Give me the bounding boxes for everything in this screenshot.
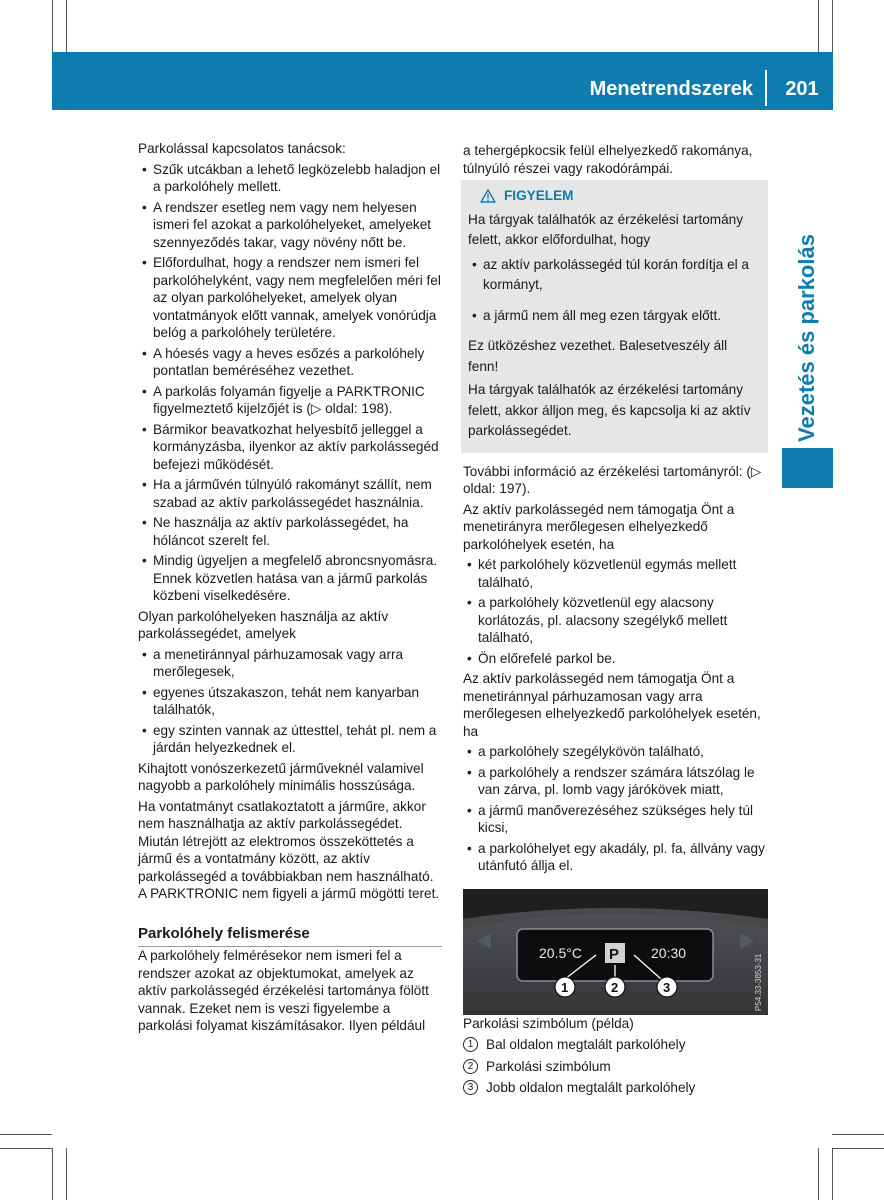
section-heading: Parkolóhely felismerése	[138, 925, 442, 948]
legend-text: Jobb oldalon megtalált parkolóhely	[486, 1080, 696, 1095]
list-item: • a jármű manőverezéséhez szükséges hely túl kicsi,	[463, 802, 768, 837]
tips-list	[138, 161, 442, 605]
display-parking-symbol: P	[609, 945, 620, 963]
paragraph: Az aktív parkolássegéd nem támogatja Önt a menetirányra merőlegesen elhelyezkedő parkolóhelyek esetén, ha	[463, 501, 735, 552]
warning-text: Ha tárgyak találhatók az érzékelési tartomány felett, akkor álljon meg, és kapcsolja ki az aktív parkolássegédet.	[468, 382, 751, 438]
list-item: • a menetiránnyal párhuzamosak vagy arra merőlegesek,	[138, 646, 442, 681]
crop-mark	[52, 0, 53, 52]
callout-label: 2	[611, 979, 619, 995]
cluster-display-illustration	[463, 889, 768, 1015]
chapter-title: Menetrendszerek	[589, 78, 753, 100]
crop-mark	[0, 1134, 52, 1135]
paragraph: Ha vontatmányt csatlakoztatott a járműre, akkor nem használhatja az aktív parkolássegédet. Miután létrejött az elektromos összeköttetés a jármű és a vontatmány között, az aktív parkolássegéd a továbbiakban nem használható. A PARKTRONIC nem figyeli a jármű mögötti teret.	[138, 798, 440, 901]
conditions-list	[463, 556, 768, 667]
list-item: • Ne használja az aktív parkolássegédet, ha hóláncot szerelt fel.	[138, 514, 442, 549]
legend-item	[463, 1036, 768, 1054]
crop-mark	[832, 0, 833, 52]
list-item: • Ön előrefelé parkol be.	[463, 650, 768, 668]
list-item: • a parkolóhely szegélykövön található,	[463, 743, 768, 761]
crop-mark	[66, 1148, 67, 1200]
list-item: • egy szinten vannak az úttesttel, tehát pl. nem a járdán helyezkednek el.	[138, 722, 442, 757]
page-header	[52, 52, 833, 110]
legend-item	[463, 1079, 768, 1097]
paragraph: Kihajtott vonószerkezetű járműveknél valamivel nagyobb a parkolóhely minimális hosszúsága.	[138, 760, 424, 793]
list-item: • A parkolás folyamán figyelje a PARKTRONIC figyelmeztető kijelzőjét is (▷ oldal: 198).	[138, 383, 442, 418]
page-number: 201	[785, 78, 819, 100]
crop-mark	[818, 1148, 819, 1200]
crop-mark	[818, 0, 819, 52]
crop-mark	[52, 1148, 53, 1200]
crop-mark	[832, 1148, 833, 1200]
crop-mark	[66, 0, 67, 52]
figure-code: P54.33-3853-31	[754, 953, 763, 1011]
callout-label: 1	[561, 979, 569, 995]
legend-item	[463, 1058, 768, 1076]
crop-mark	[832, 1134, 884, 1135]
warning-text: Ha tárgyak találhatók az érzékelési tartomány felett, akkor előfordulhat, hogy	[468, 211, 744, 247]
crop-mark	[0, 1148, 52, 1149]
list-item: • Előfordulhat, hogy a rendszer nem ismeri fel parkolóhelyként, vagy nem megfelelően méri fel az olyan parkolóhelyeket, amelyek olyan vontatmányok előtt vannak, amelyek vonórúdja belóg a parkolóhely területére.	[138, 254, 442, 342]
legend-text: Parkolási szimbólum	[486, 1058, 611, 1074]
header-divider	[765, 70, 767, 106]
crop-mark	[832, 1148, 884, 1149]
display-time: 20:30	[651, 944, 687, 961]
legend-text: Bal oldalon megtalált parkolóhely	[486, 1037, 686, 1052]
warning-label: FIGYELEM	[504, 188, 574, 203]
paragraph: Az aktív parkolássegéd nem támogatja Önt a menetiránnyal párhuzamosan vagy arra merőlegesen elhelyezkedő parkolóhelyek esetén, ha	[463, 671, 761, 739]
paragraph: A parkolóhely felmérésekor nem ismeri fel a rendszer azokat az objektumokat, amelyek az aktív parkolássegéd érzékelési tartománya fölött vannak. Ezeket nem is veszi figyelembe a parkolási folyamat kiszámításakor. Ilyen például	[138, 948, 429, 1033]
paragraph: a tehergépkocsik felül elhelyezkedő rakománya, túlnyúló részei vagy rakodórámpái.	[463, 143, 753, 176]
warning-header	[468, 186, 761, 207]
warning-text: Ez ütközéshez vezethet. Balesetveszély áll fenn!	[468, 338, 728, 374]
list-item: • a parkolóhely közvetlenül egy alacsony korlátozás, pl. alacsony szegélykő mellett található,	[463, 594, 768, 647]
list-item: • Mindig ügyeljen a megfelelő abroncsnyomásra. Ennek közvetlen hatása van a jármű parkolás közbeni viselkedésére.	[138, 552, 442, 605]
legend-number: 1	[463, 1037, 478, 1052]
instrument-cluster-figure	[463, 889, 768, 1015]
conditions-list	[138, 646, 442, 757]
list-item: • az aktív parkolássegéd túl korán fordítja el a kormányt,	[468, 255, 761, 296]
display-temperature: 20.5°C	[539, 944, 582, 961]
warning-list	[468, 255, 761, 327]
list-item: • két parkolóhely közvetlenül egymás mellett található,	[463, 556, 768, 591]
warning-box	[461, 180, 768, 453]
figure-caption: Parkolási szimbólum (példa)	[463, 1015, 634, 1031]
legend-number: 2	[463, 1059, 478, 1074]
warning-triangle-icon	[480, 189, 496, 203]
left-column	[138, 140, 442, 1038]
legend-number: 3	[463, 1080, 478, 1095]
list-item: • a parkolóhelyet egy akadály, pl. fa, állvány vagy utánfutó állja el.	[463, 840, 768, 875]
paragraph: Olyan parkolóhelyeken használja az aktív parkolássegédet, amelyek	[138, 608, 389, 641]
intro-text: Parkolással kapcsolatos tanácsok:	[138, 141, 346, 156]
list-item: • Bármikor beavatkozhat helyesbítő jelleggel a kormányzásba, ilyenkor az aktív parkolássegéd befejezi működését.	[138, 421, 442, 474]
list-item: • egyenes útszakaszon, tehát nem kanyarban találhatók,	[138, 684, 442, 719]
list-item: • Szűk utcákban a lehető legközelebb haladjon el a parkolóhely mellett.	[138, 161, 442, 196]
right-column	[463, 142, 768, 1097]
paragraph: További információ az érzékelési tartományról: (▷ oldal: 197).	[463, 463, 762, 496]
list-item: • A rendszer esetleg nem vagy nem helyesen ismeri fel azokat a parkolóhelyeket, amelyeket szennyeződés takar, vagy növény nőtt be.	[138, 199, 442, 252]
list-item: • a jármű nem áll meg ezen tárgyak előtt.	[468, 306, 761, 327]
side-section-label: Vezetés és parkolás	[794, 234, 819, 442]
list-item: • A hóesés vagy a heves esőzés a parkolóhely pontatlan beméréséhez vezethet.	[138, 345, 442, 380]
conditions-list	[463, 743, 768, 875]
list-item: • Ha a járművén túlnyúló rakományt szállít, nem szabad az aktív parkolássegédet használnia.	[138, 476, 442, 511]
list-item: • a parkolóhely a rendszer számára látszólag le van zárva, pl. lomb vagy járókövek miatt,	[463, 764, 768, 799]
callout-label: 3	[663, 979, 671, 995]
side-tab-marker	[782, 448, 833, 488]
